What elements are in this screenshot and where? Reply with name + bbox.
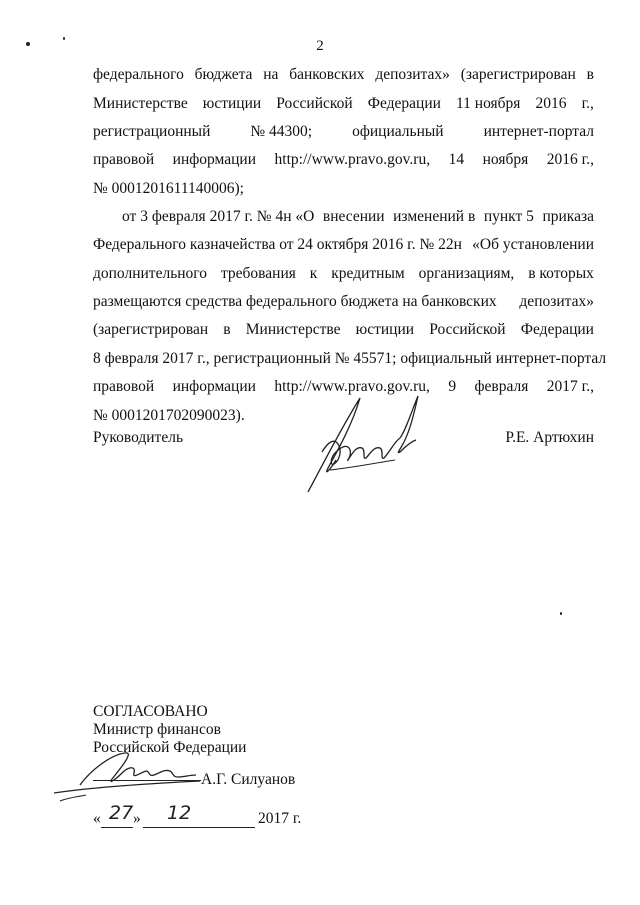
approval-date — [93, 802, 353, 832]
body-word: интернет-портал — [483, 123, 594, 140]
body-word: ноября — [482, 151, 529, 168]
body-word: пункт 5 — [483, 208, 534, 225]
body-word: организациям, — [418, 265, 515, 282]
head-signature — [300, 390, 430, 500]
body-word: (зарегистрирован — [93, 321, 209, 338]
body-word: Министерстве — [245, 321, 341, 338]
body-word: 2017 г., — [546, 378, 594, 395]
body-word: 14 — [448, 151, 465, 168]
minister-signature — [50, 745, 220, 807]
body-word: правовой — [93, 378, 155, 395]
body-line — [93, 293, 594, 311]
approval-position-line1: Министр финансов — [93, 721, 221, 738]
body-word: изменений в — [393, 208, 476, 225]
body-word: № 0001201702090023). — [93, 407, 245, 424]
body-word: в — [586, 66, 594, 83]
body-line — [93, 265, 594, 283]
body-word: правовой — [93, 151, 155, 168]
body-word: 2016 — [535, 95, 567, 112]
body-word: к — [309, 265, 318, 282]
body-line — [93, 180, 594, 198]
date-day-handwritten: 27 — [109, 802, 134, 824]
approval-position-line2: Российской Федерации — [93, 739, 247, 756]
body-word: Федерации — [367, 95, 441, 112]
body-word: на — [263, 66, 279, 83]
body-word: № 0001201611140006); — [93, 180, 244, 197]
date-month-line — [143, 827, 255, 828]
body-word: (зарегистрирован — [460, 66, 576, 83]
body-word: февраля — [474, 378, 529, 395]
body-word: приказа — [542, 208, 594, 225]
body-word: в — [223, 321, 231, 338]
body-word: кредитным — [331, 265, 405, 282]
signatory-role: Руководитель — [93, 429, 184, 446]
body-word: Министерстве — [93, 95, 188, 112]
body-word: размещаются средства федерального бюджета на банковских — [93, 293, 497, 310]
date-day-line — [101, 827, 133, 828]
body-word: 2016 г., — [546, 151, 594, 168]
body-word: Российской — [276, 95, 353, 112]
body-line — [93, 151, 594, 169]
body-word: банковских — [289, 66, 365, 83]
body-word: бюджета — [194, 66, 253, 83]
body-line — [93, 236, 594, 254]
body-word: Российской — [429, 321, 506, 338]
body-line — [93, 350, 607, 368]
signatory-name: Р.Е. Артюхин — [505, 429, 594, 446]
body-word: Федерального казначейства от 24 октября 2016 г. № 22н — [93, 236, 462, 253]
body-word: информации — [172, 378, 256, 395]
body-word: № 44300; — [250, 123, 313, 140]
body-word: г., — [581, 95, 594, 112]
body-word: Федерации — [520, 321, 594, 338]
body-word: дополнительного — [93, 265, 208, 282]
body-word: федерального — [93, 66, 184, 83]
body-line — [122, 208, 594, 226]
approval-heading: СОГЛАСОВАНО — [93, 703, 208, 720]
body-word: 9 — [448, 378, 457, 395]
body-word: внесении — [322, 208, 385, 225]
date-month-handwritten: 12 — [167, 802, 192, 824]
body-line — [93, 66, 594, 84]
body-line — [93, 123, 594, 141]
body-word: юстиции — [355, 321, 415, 338]
body-word: депозитах» — [519, 293, 594, 310]
body-word: требования — [220, 265, 296, 282]
date-close-quote: » — [133, 810, 141, 827]
body-word: официальный — [352, 123, 444, 140]
date-year: 2017 г. — [258, 810, 302, 827]
date-open-quote: « — [93, 810, 101, 827]
body-word: 8 февраля 2017 г., регистрационный № 45571; официальный интернет-портал — [93, 350, 607, 367]
page-number: 2 — [316, 38, 324, 54]
body-word: от 3 февраля 2017 г. № 4н «О — [122, 208, 315, 225]
body-word: в которых — [528, 265, 594, 282]
body-word: 11 ноября — [455, 95, 521, 112]
body-word: регистрационный — [93, 123, 211, 140]
body-line — [93, 321, 594, 339]
scan-speck — [560, 612, 562, 615]
body-word: http://www.pravo.gov.ru, — [274, 378, 430, 395]
body-word: юстиции — [202, 95, 262, 112]
body-word: «Об установлении — [472, 236, 594, 253]
body-word: информации — [172, 151, 257, 168]
body-word: депозитах» — [375, 66, 450, 83]
body-line — [93, 95, 594, 113]
minister-name: А.Г. Силуанов — [201, 771, 296, 788]
body-word: http://www.pravo.gov.ru, — [274, 151, 431, 168]
